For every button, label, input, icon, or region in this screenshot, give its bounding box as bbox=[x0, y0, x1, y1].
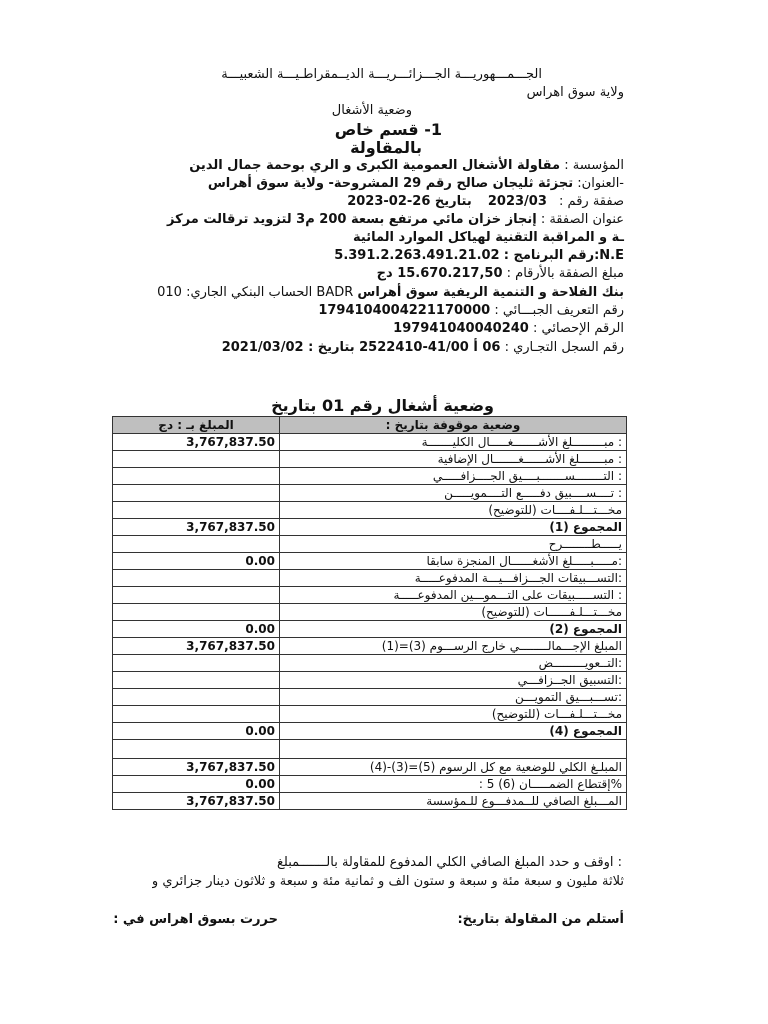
bank-account: BADR الحساب البنكي الجاري: 010 bbox=[157, 285, 354, 300]
row-amount bbox=[113, 570, 280, 587]
deal-title-label: عنوان الصفقة : bbox=[540, 212, 624, 227]
row-amount bbox=[113, 655, 280, 672]
wilaya-name: ولاية سوق اهراس bbox=[526, 85, 624, 100]
row-amount: 3,767,837.50 bbox=[113, 519, 280, 536]
deal-number: 2023/03 bbox=[487, 194, 547, 209]
register-label: رقم السجل التجـاري : bbox=[504, 340, 624, 355]
fiscal-value: 1794104004221170000 bbox=[318, 303, 491, 318]
table-row bbox=[113, 638, 627, 655]
statement-table bbox=[112, 416, 627, 810]
program-value: 5.391.2.263.491.21.02 bbox=[334, 248, 500, 263]
row-amount: 0.00 bbox=[113, 776, 280, 793]
row-amount: 3,767,837.50 bbox=[113, 793, 280, 810]
register-row bbox=[222, 340, 624, 356]
received-from-contractor: أستلم من المقاولة بتاريخ: bbox=[457, 912, 624, 927]
company-label: المؤسسة : bbox=[564, 158, 624, 173]
bank-row bbox=[157, 285, 624, 301]
row-label: : مبـــــــلغ الأشــــــغـــــــال الإضافية bbox=[280, 451, 627, 468]
row-label: المبلغ الإجـــمالــــــــي خارج الرســـوم (3)=(1) bbox=[280, 638, 627, 655]
amount-in-words: ثلاثة مليون و سبعة مئة و سبعة و ستون الف و ثمانية مئة و سبعة و ثلاثون دينار جزائري و bbox=[151, 874, 624, 889]
company-row bbox=[189, 158, 624, 174]
statement-title: وضعية أشغال رقم 01 بتاريخ bbox=[271, 396, 494, 415]
row-amount: 0.00 bbox=[113, 553, 280, 570]
row-amount bbox=[113, 587, 280, 604]
document-type: وضعية الأشغال bbox=[331, 103, 412, 118]
row-label: :التســـبيقات الجـــزافـــيـــة المدفوعـــــة bbox=[280, 570, 627, 587]
row-label: المـــبلغ الصافي للــمدفـــوع للـمؤسسة bbox=[280, 793, 627, 810]
row-label: :مـــــبـــــلغ الأشغــــــال المنجزة سابقا bbox=[280, 553, 627, 570]
label-column-header: وضعية موقوفة بتاريخ : bbox=[280, 417, 627, 434]
table-row bbox=[113, 485, 627, 502]
row-label: :التسبيق الجــزافـــي bbox=[280, 672, 627, 689]
row-amount bbox=[113, 502, 280, 519]
table-row bbox=[113, 536, 627, 553]
row-amount bbox=[113, 485, 280, 502]
deal-title-row bbox=[167, 212, 624, 228]
row-amount bbox=[113, 689, 280, 706]
amount-row bbox=[377, 266, 624, 282]
register-value: 06 أ 41/00-2522410 بتاريخ : 2021/03/02 bbox=[221, 340, 501, 355]
company-value: مقاولة الأشغال العمومية الكبرى و الري بوحمة جمال الدين bbox=[189, 158, 561, 173]
done-at-place: حررت بسوق اهراس في : bbox=[113, 912, 278, 927]
row-label bbox=[280, 740, 627, 759]
republic-heading: الجـــمـــهوريـــة الجـــزائـــريـــة الديــمقراطـيـــة الشعبيـــة bbox=[221, 67, 542, 82]
bank-name: بنك الفلاحة و التنمية الريفية سوق أهراس bbox=[357, 285, 624, 300]
table-row bbox=[113, 793, 627, 810]
table-row bbox=[113, 689, 627, 706]
row-label: : تــــســــبيق دفـــــع التــــمويـــــن bbox=[280, 485, 627, 502]
row-amount bbox=[113, 604, 280, 621]
deal-title-value: إنجاز خزان مائي مرتفع بسعة 200 م3 لتزويد ترقالت مركز bbox=[167, 212, 537, 227]
row-label: : التســـــبيقات على التـــموـــين المدفوعـــــة bbox=[280, 587, 627, 604]
row-amount: 0.00 bbox=[113, 723, 280, 740]
deal-title-continued: ـة و المراقبة التقنية لهياكل الموارد المائية bbox=[353, 230, 624, 245]
deal-row bbox=[347, 194, 624, 210]
row-amount bbox=[113, 706, 280, 723]
row-label: :تســـبـــيق التمويـــن bbox=[280, 689, 627, 706]
row-label: المجموع (1) bbox=[280, 519, 627, 536]
row-amount bbox=[113, 451, 280, 468]
table-header-row bbox=[113, 417, 627, 434]
table-total-row bbox=[113, 621, 627, 638]
row-amount bbox=[113, 740, 280, 759]
row-label: مخـــتـــلـفـــات (للتوضيح) bbox=[280, 706, 627, 723]
fiscal-label: رقم التعريف الجبـــائي : bbox=[494, 303, 624, 318]
row-label: يـــــطــــــــرح bbox=[280, 536, 627, 553]
table-total-row bbox=[113, 519, 627, 536]
amount-column-header: المبلغ بـ : دج bbox=[113, 417, 280, 434]
table-row bbox=[113, 604, 627, 621]
fiscal-row bbox=[318, 303, 624, 319]
stat-row bbox=[393, 321, 624, 337]
section-subtitle: بالمقاولة bbox=[350, 138, 422, 157]
table-row bbox=[113, 740, 627, 759]
deal-date: بتاريخ 26-02-2023 bbox=[347, 194, 472, 209]
table-row bbox=[113, 553, 627, 570]
table-total-row bbox=[113, 723, 627, 740]
stat-label: الرقم الإحصائي : bbox=[532, 321, 624, 336]
row-amount: 3,767,837.50 bbox=[113, 638, 280, 655]
stat-value: 197941040040240 bbox=[393, 321, 529, 336]
table-row bbox=[113, 570, 627, 587]
row-amount bbox=[113, 672, 280, 689]
row-label: : مبـــــــــلغ الأشـــــــغـــــال الكليـــــــة bbox=[280, 434, 627, 451]
table-row bbox=[113, 759, 627, 776]
table-row bbox=[113, 502, 627, 519]
row-amount bbox=[113, 536, 280, 553]
row-label: المجموع (2) bbox=[280, 621, 627, 638]
row-label: مخـــتـــلـفــــات (للتوضيح) bbox=[280, 502, 627, 519]
row-amount: 3,767,837.50 bbox=[113, 434, 280, 451]
table-row bbox=[113, 587, 627, 604]
row-label: :التــعويـــــــــض bbox=[280, 655, 627, 672]
table-row bbox=[113, 434, 627, 451]
table-row bbox=[113, 468, 627, 485]
row-label: %إقتطاع الضمـــــان (6) 5 : bbox=[280, 776, 627, 793]
table-row bbox=[113, 776, 627, 793]
row-label: المبلـغ الكلي للوضعية مع كل الرسوم (5)=(3)-(4) bbox=[280, 759, 627, 776]
table-row bbox=[113, 451, 627, 468]
amount-label: مبلغ الصفقة بالأرقام : bbox=[506, 266, 624, 281]
row-amount bbox=[113, 468, 280, 485]
table-row bbox=[113, 706, 627, 723]
address-label: -العنوان: bbox=[577, 176, 624, 191]
address-row bbox=[208, 176, 624, 192]
table-row bbox=[113, 655, 627, 672]
program-row bbox=[334, 248, 624, 264]
amount-value: 15.670.217,50 دج bbox=[376, 266, 503, 281]
row-label: المجموع (4) bbox=[280, 723, 627, 740]
row-amount: 0.00 bbox=[113, 621, 280, 638]
row-amount: 3,767,837.50 bbox=[113, 759, 280, 776]
row-label: مخـــتـــلـفــــــات (للتوضيح) bbox=[280, 604, 627, 621]
program-label: N.E:رقم البرنامج : bbox=[503, 248, 624, 263]
stop-statement: : اوقف و حدد المبلغ الصافي الكلي المدفوع للمقاولة بالـــــــمبلغ bbox=[276, 855, 622, 870]
deal-label: صفقة رقم : bbox=[559, 194, 624, 209]
table-row bbox=[113, 672, 627, 689]
row-label: : التــــــــســـــــبــــيق الجــــزافـــــي bbox=[280, 468, 627, 485]
address-value: تجزئة ثليجان صالح رقم 29 المشروحة- ولاية سوق أهراس bbox=[207, 176, 574, 191]
section-title: 1- قسم خاص bbox=[334, 120, 442, 139]
